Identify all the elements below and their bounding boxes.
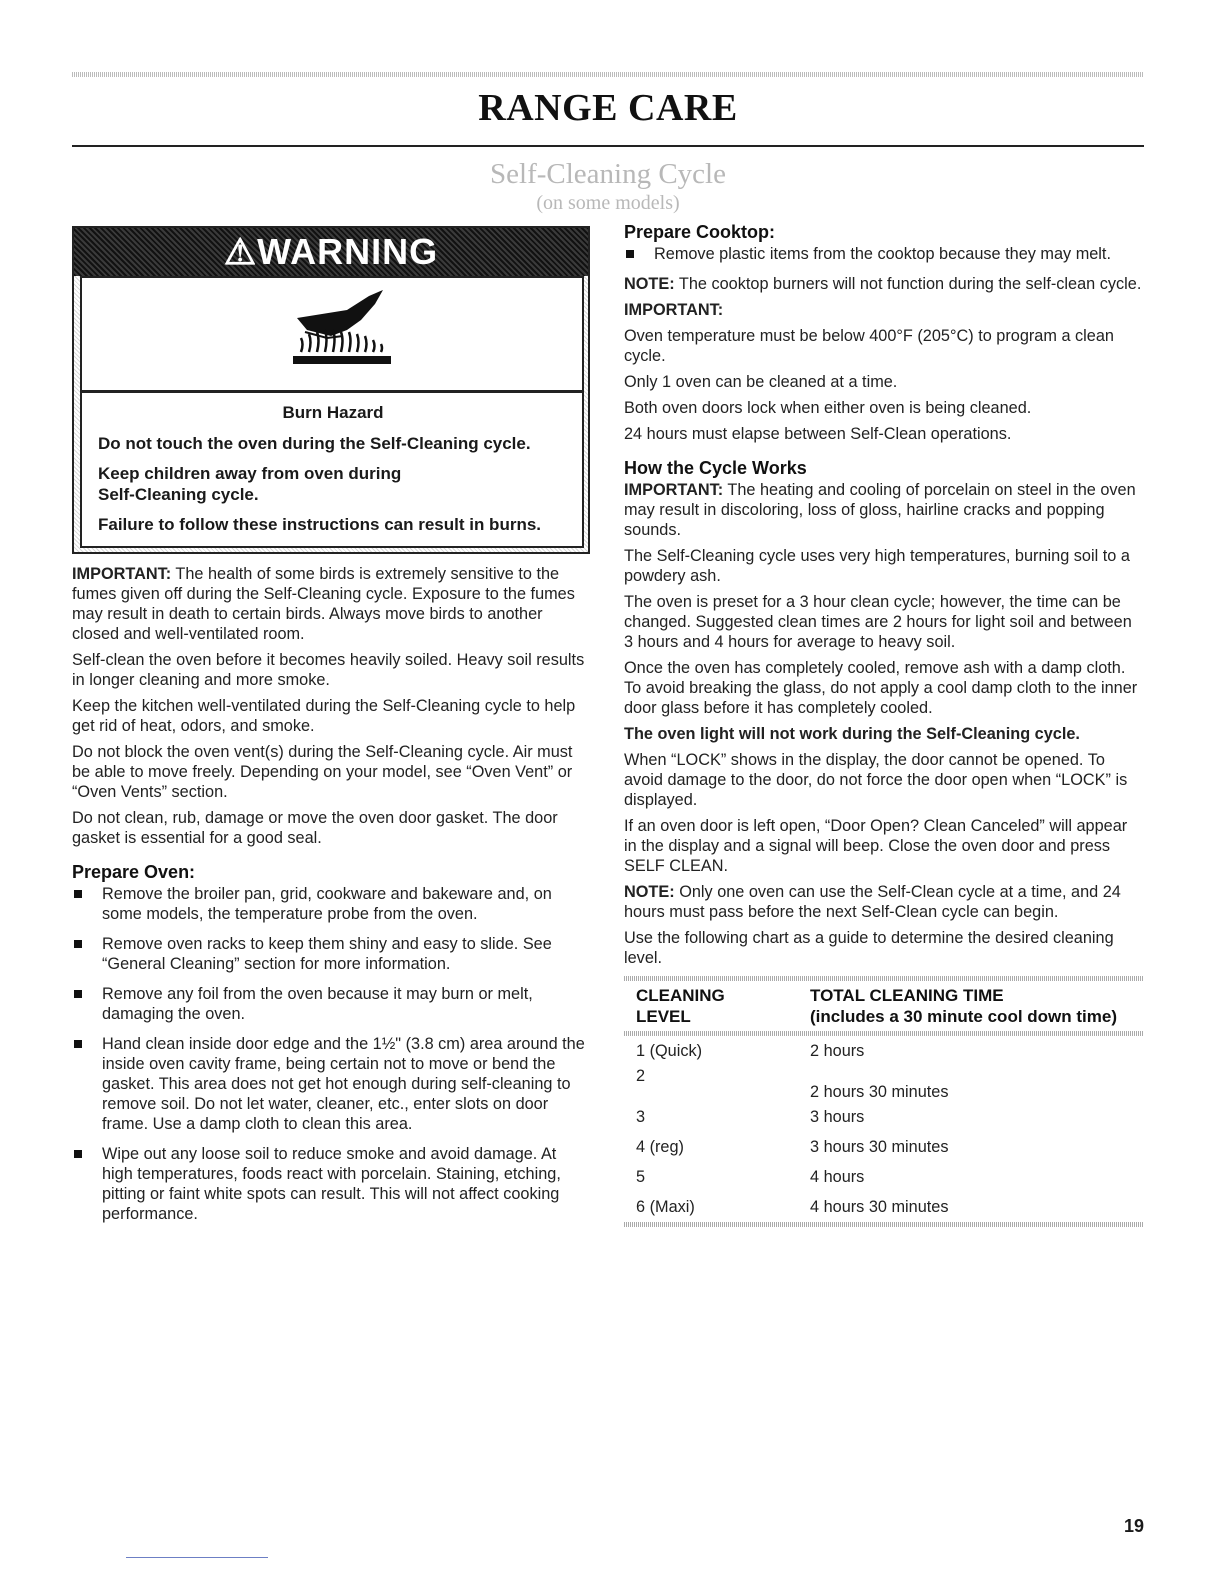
important-line: Both oven doors lock when either oven is being cleaned. <box>624 399 1032 417</box>
warning-header <box>74 228 588 276</box>
right-column <box>624 222 1144 1227</box>
list-item: Hand clean inside door edge and the 1½" (3.8 cm) area around the inside oven cavity frame, being certain not to move or bend the gasket. This area does not get hot enough during self-cleaning to remove soil. Do not let water, cleaner, etc., enter slots on door frame. Use a damp cloth to clean this area. <box>72 1034 590 1134</box>
warning-triangle-icon: ⚠ <box>223 231 258 272</box>
note-text: Only one oven can use the Self-Clean cycle at a time, and 24 hours must pass before the next Self-Clean cycle can begin. <box>624 883 1121 921</box>
level-cell: 6 (Maxi) <box>636 1198 695 1216</box>
table-row <box>624 1162 1144 1192</box>
list-item: Wipe out any loose soil to reduce smoke and avoid damage. At high temperatures, foods react with porcelain. Staining, etching, pitting or faint white spots can result. This will not affect cooking performance. <box>72 1144 590 1224</box>
prepare-oven-heading: Prepare Oven: <box>72 862 196 882</box>
oven-light-warning: The oven light will not work during the Self-Cleaning cycle. <box>624 725 1080 743</box>
important-label: IMPORTANT: <box>624 481 724 499</box>
page-number: 19 <box>1123 1516 1144 1536</box>
paragraph: The Self-Cleaning cycle uses very high temperatures, burning soil to a powdery ash. <box>624 547 1130 585</box>
list-item: Remove the broiler pan, grid, cookware and bakeware and, on some models, the temperature probe from the oven. <box>72 884 590 924</box>
header-cleaning-level <box>636 985 810 1027</box>
important-text: The heating and cooling of porcelain on steel in the oven may result in discoloring, loss of gloss, hairline cracks and popping sounds. <box>624 481 1136 539</box>
left-column <box>72 564 590 1234</box>
level-cell: 2 <box>636 1067 646 1085</box>
warning-text <box>98 402 568 544</box>
paragraph: When “LOCK” shows in the display, the door cannot be opened. To avoid damage to the door, do not force the door open when “LOCK” is displayed. <box>624 751 1128 809</box>
chart-intro: Use the following chart as a guide to determine the desired cleaning level. <box>624 929 1114 967</box>
paragraph: Once the oven has completely cooled, remove ash with a damp cloth. To avoid breaking the glass, do not apply a cool damp cloth to the inner door glass before it has completely cooled. <box>624 659 1138 717</box>
header-line: LEVEL <box>636 1007 691 1026</box>
header-line: TOTAL CLEANING TIME <box>810 986 1004 1005</box>
warning-box <box>72 226 590 554</box>
level-cell: 1 (Quick) <box>636 1042 703 1060</box>
time-cell: 3 hours 30 minutes <box>810 1138 949 1156</box>
table-header <box>624 981 1144 1031</box>
important-text: The health of some birds is extremely sensitive to the fumes given off during the Self-Cleaning cycle. Exposure to the fumes may result in death to certain birds. Always move birds to another closed and well-ventilated room. <box>72 565 575 643</box>
list-item: Remove any foil from the oven because it may burn or melt, damaging the oven. <box>72 984 590 1024</box>
warning-divider <box>82 390 582 393</box>
table-row <box>624 1132 1144 1162</box>
list-item: Remove plastic items from the cooktop because they may melt. <box>624 244 1144 264</box>
table-rule <box>624 1222 1144 1227</box>
time-cell: 3 hours <box>810 1108 865 1126</box>
section-title: Self-Cleaning Cycle <box>490 158 726 190</box>
paragraph: Do not clean, rub, damage or move the oven door gasket. The door gasket is essential for a good seal. <box>72 809 558 847</box>
footer-line <box>126 1557 268 1558</box>
section-subtitle: (on some models) <box>536 192 680 214</box>
note-text: The cooktop burners will not function during the self-clean cycle. <box>678 275 1142 293</box>
paragraph: If an oven door is left open, “Door Open? Clean Canceled” will appear in the display and a signal will beep. Close the oven door and press SELF CLEAN. <box>624 817 1128 875</box>
table-row <box>624 1102 1144 1132</box>
hazard-title: Burn Hazard <box>282 403 384 422</box>
how-cycle-works-heading: How the Cycle Works <box>624 458 807 478</box>
table-row <box>624 1036 1144 1066</box>
table-row <box>624 1066 1144 1102</box>
warning-line: Do not touch the oven during the Self-Cleaning cycle. <box>98 434 531 453</box>
note-one-oven <box>624 882 1144 922</box>
warning-line: Failure to follow these instructions can result in burns. <box>98 515 542 534</box>
important-heading: IMPORTANT: <box>624 301 724 319</box>
note-label: NOTE: <box>624 883 675 901</box>
note-cooktop <box>624 274 1144 294</box>
note-label: NOTE: <box>624 275 675 293</box>
title-rule <box>72 145 1144 147</box>
warning-line: Keep children away from oven during Self-Cleaning cycle. <box>98 464 402 504</box>
important-label: IMPORTANT: <box>72 565 172 583</box>
cleaning-time-table <box>624 976 1144 1227</box>
paragraph: Do not block the oven vent(s) during the Self-Cleaning cycle. Air must be able to move freely. Depending on your model, see “Oven Vent” or “Oven Vents” section. <box>72 743 573 801</box>
warning-content <box>80 276 584 548</box>
time-cell: 4 hours 30 minutes <box>810 1198 949 1216</box>
level-cell: 4 (reg) <box>636 1138 684 1156</box>
warning-header-label: WARNING <box>257 231 439 272</box>
level-cell: 3 <box>636 1108 646 1126</box>
header-line: (includes a 30 minute cool down time) <box>810 1007 1117 1026</box>
paragraph: Self-clean the oven before it becomes heavily soiled. Heavy soil results in longer cleaning and more smoke. <box>72 651 585 689</box>
birds-important <box>72 564 590 644</box>
time-cell: 4 hours <box>810 1168 865 1186</box>
top-decorative-rule <box>72 72 1144 77</box>
level-cell: 5 <box>636 1168 646 1186</box>
paragraph: The oven is preset for a 3 hour clean cycle; however, the time can be changed. Suggested clean times are 2 hours for light soil and between 3 hours and 4 hours for average to heavy soil. <box>624 593 1132 651</box>
prepare-cooktop-heading: Prepare Cooktop: <box>624 222 776 242</box>
burn-hazard-hand-icon <box>287 290 397 366</box>
header-total-time <box>810 985 1117 1027</box>
paragraph: Keep the kitchen well-ventilated during the Self-Cleaning cycle to help get rid of heat, odors, and smoke. <box>72 697 576 735</box>
header-line: CLEANING <box>636 986 725 1005</box>
important-line: 24 hours must elapse between Self-Clean operations. <box>624 425 1012 443</box>
how-important <box>624 480 1144 540</box>
page-title: RANGE CARE <box>478 87 738 129</box>
table-row <box>624 1192 1144 1222</box>
important-line: Oven temperature must be below 400°F (205°C) to program a clean cycle. <box>624 327 1114 365</box>
list-item: Remove oven racks to keep them shiny and easy to slide. See “General Cleaning” section for more information. <box>72 934 590 974</box>
time-cell: 2 hours 30 minutes <box>810 1083 949 1101</box>
time-cell: 2 hours <box>810 1042 865 1060</box>
important-line: Only 1 oven can be cleaned at a time. <box>624 373 898 391</box>
